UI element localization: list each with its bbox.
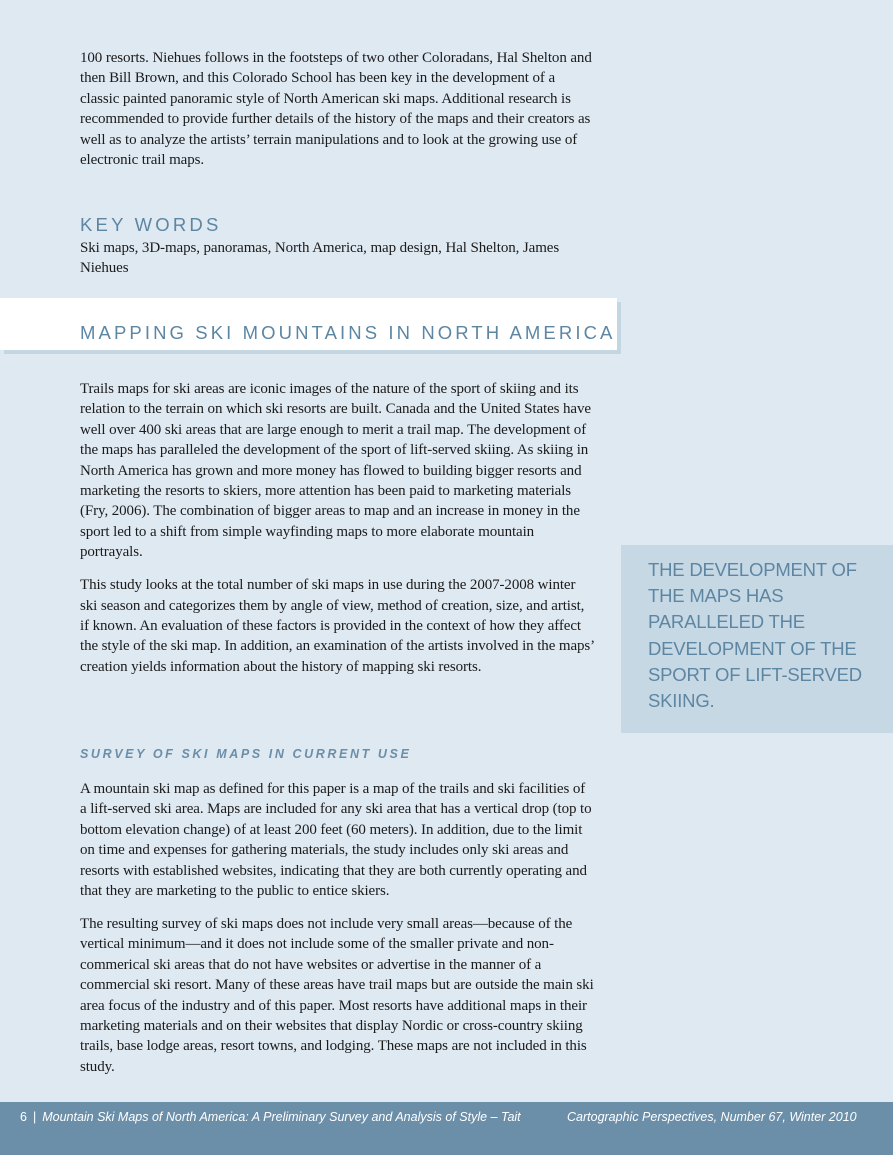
page-number: 6 xyxy=(20,1110,27,1124)
keywords-block xyxy=(80,238,595,279)
subsection-body xyxy=(80,779,595,1077)
body-paragraph: This study looks at the total number of ski maps in use during the 2007-2008 winter ski season and categorizes them by angle of view, method of creation, size, and artist, if known. An evaluation of these factors is provided in the context of how they affect the style of the ski map. In addition, an examination of the artists involved in the maps’ creation yields information about the history of mapping ski resorts. xyxy=(80,577,594,675)
footer-left xyxy=(20,1110,521,1124)
journal-citation: Cartographic Perspectives, Number 67, Winter 2010 xyxy=(567,1110,857,1124)
article-running-title: Mountain Ski Maps of North America: A Preliminary Survey and Analysis of Style – Tait xyxy=(42,1110,521,1124)
body-paragraph: Trails maps for ski areas are iconic images of the nature of the sport of skiing and its relation to the terrain on which ski resorts are built. Canada and the United States have well over 400 ski areas that are large enough to merit a trail map. The development of the maps has paralleled the development of the sport of lift-served skiing. As skiing in North America has grown and more money has flowed to building bigger resorts and marketing the resorts to skiers, more attention has been paid to marketing materials (Fry, 2006). The combination of bigger areas to map and an increase in money in the sport led to a shift from simple wayfinding maps to more elaborate mountain portrayals. xyxy=(80,381,591,561)
pull-quote-text: THE DEVELOPMENT OF THE MAPS HAS PARALLELED THE DEVELOPMENT OF THE SPORT OF LIFT-SERVED SKIING. xyxy=(648,559,862,712)
section-heading: MAPPING SKI MOUNTAINS IN NORTH AMERICA xyxy=(80,322,616,343)
pull-quote-box xyxy=(621,545,893,733)
intro-paragraph: 100 resorts. Niehues follows in the footsteps of two other Coloradans, Hal Shelton and then Bill Brown, and this Colorado School has been key in the development of a classic painted panoramic style of North American ski maps. Additional research is recommended to provide further details of the history of the maps and their creators as well as to analyze the artists’ terrain manipulations and to look at the growing use of electronic trail maps. xyxy=(80,50,592,169)
keywords-heading: KEY WORDS xyxy=(80,214,222,235)
footer-separator: | xyxy=(32,1110,37,1124)
body-paragraph: The resulting survey of ski maps does not include very small areas—because of the vertical minimum—and it does not include some of the smaller private and non-commerical ski areas that do not have websites or advertise in the manner of a commercial ski resort. Many of these areas have trail maps but are outside the main ski area focus of the industry and of this paper. Most resorts have additional maps in their marketing materials and on their websites that display Nordic or cross-country skiing trails, base lodge areas, resort towns, and lodging. These maps are not included in this study. xyxy=(80,915,594,1075)
section-body xyxy=(80,379,595,677)
body-paragraph: A mountain ski map as defined for this paper is a map of the trails and ski facilities of a lift-served ski area. Maps are included for any ski area that has a vertical drop (top to bottom elevation change) of at least 200 feet (60 meters). In addition, due to the limit on time and expenses for gathering materials, the study includes only ski areas and resorts with established websites, indicating that they are both currently operating and that they are marketing to the public to entice skiers. xyxy=(80,781,592,900)
intro-block xyxy=(80,48,595,170)
subsection-heading: SURVEY OF SKI MAPS IN CURRENT USE xyxy=(80,747,412,761)
page-footer xyxy=(0,1102,893,1155)
keywords-text: Ski maps, 3D-maps, panoramas, North America, map design, Hal Shelton, James Niehues xyxy=(80,240,560,277)
